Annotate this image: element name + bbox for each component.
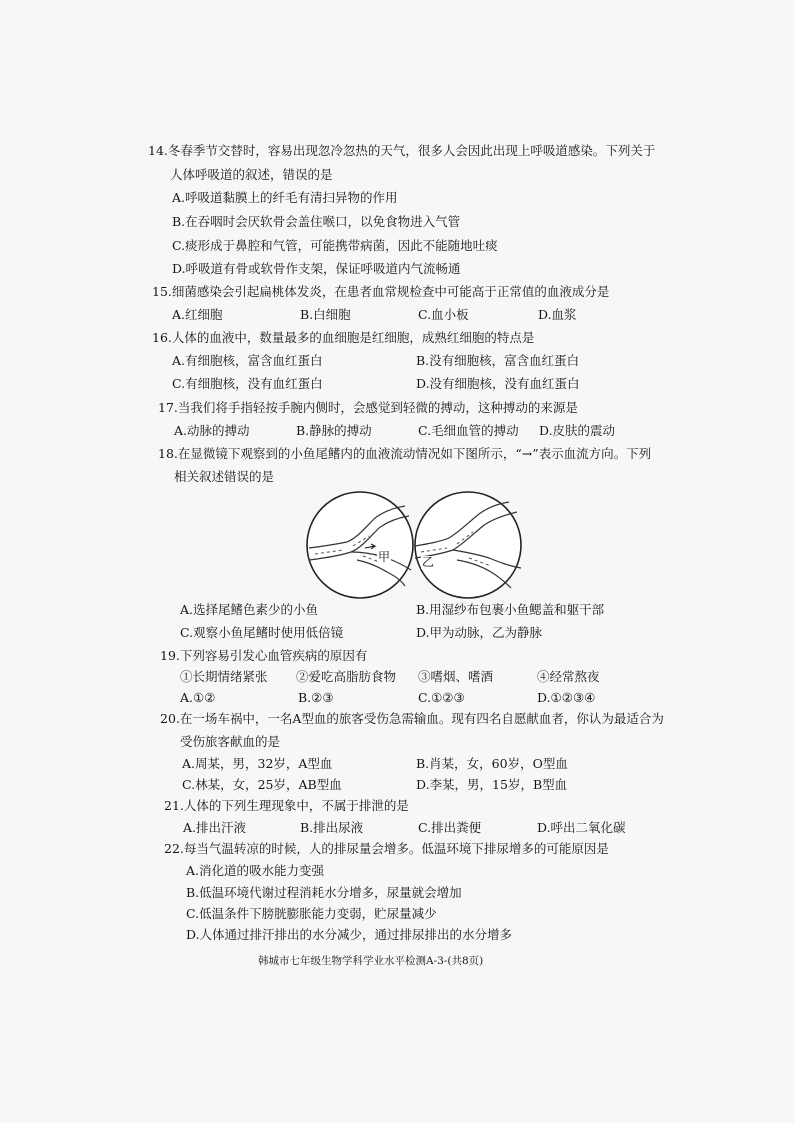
q18-stem-line2: 相关叙述错误的是 xyxy=(174,469,275,484)
q14-stem-line2: 人体呼吸道的叙述，错误的是 xyxy=(170,167,333,182)
q22-option-a: A.消化道的吸水能力变强 xyxy=(186,863,325,878)
figure-vessel-jia xyxy=(305,490,415,600)
q19-option-b: B.②③ xyxy=(298,690,334,705)
q16-option-c: C.有细胞核，没有血红蛋白 xyxy=(172,376,323,391)
q14-option-c: C.痰形成于鼻腔和气管，可能携带病菌，因此不能随地吐痰 xyxy=(172,238,498,253)
q21-option-b: B.排出尿液 xyxy=(300,820,364,835)
q17-option-d: D.皮肤的震动 xyxy=(539,423,616,438)
page-footer: 韩城市七年级生物学科学业水平检测A-3-(共8页) xyxy=(258,955,484,967)
q22-option-b: B.低温环境代谢过程消耗水分增多，尿量就会增加 xyxy=(186,885,462,900)
q19-item-3: ③嗜烟、嗜酒 xyxy=(418,669,494,684)
q19-item-1: ①长期情绪紧张 xyxy=(180,669,268,684)
figure-vessel-yi xyxy=(413,490,523,600)
q14-stem-line1: 14.冬春季节交替时，容易出现忽冷忽热的天气，很多人会因此出现上呼吸道感染。下列关于 xyxy=(148,143,656,158)
q15-option-c: C.血小板 xyxy=(418,307,469,322)
q19-option-c: C.①②③ xyxy=(418,690,465,705)
q15-option-b: B.白细胞 xyxy=(300,307,351,322)
q20-option-a: A.周某，男，32岁，A型血 xyxy=(182,756,333,771)
q19-item-2: ②爱吃高脂肪食物 xyxy=(296,669,397,684)
q20-stem-line1: 20.在一场车祸中，一名A型血的旅客受伤急需输血。现有四名自愿献血者，你认为最适合为 xyxy=(160,711,664,726)
q17-option-b: B.静脉的搏动 xyxy=(296,423,372,438)
q15-option-d: D.血浆 xyxy=(538,307,577,322)
q17-option-c: C.毛细血管的搏动 xyxy=(418,423,519,438)
q17-stem: 17.当我们将手指轻按手腕内侧时，会感觉到轻微的搏动，这种搏动的来源是 xyxy=(158,400,578,415)
figure-label-yi: 乙 xyxy=(422,555,435,569)
q20-option-c: C.林某，女，25岁，AB型血 xyxy=(182,777,342,792)
q18-option-a: A.选择尾鳍色素少的小鱼 xyxy=(180,602,319,617)
q22-option-d: D.人体通过排汗排出的水分减少，通过排尿排出的水分增多 xyxy=(186,927,513,942)
q18-option-c: C.观察小鱼尾鳍时使用低倍镜 xyxy=(180,625,344,640)
q16-option-a: A.有细胞核，富含血红蛋白 xyxy=(172,353,323,368)
q20-stem-line2: 受伤旅客献血的是 xyxy=(180,734,281,749)
q14-option-b: B.在吞咽时会厌软骨会盖住喉口，以免食物进入气管 xyxy=(172,214,461,229)
q18-option-d: D.甲为动脉，乙为静脉 xyxy=(416,625,543,640)
q22-option-c: C.低温条件下膀胱膨胀能力变弱，贮尿量减少 xyxy=(186,906,437,921)
q19-option-a: A.①② xyxy=(180,690,216,705)
q15-stem: 15.细菌感染会引起扁桃体发炎，在患者血常规检查中可能高于正常值的血液成分是 xyxy=(152,284,610,299)
q16-option-d: D.没有细胞核，没有血红蛋白 xyxy=(416,376,580,391)
vessel-diagram-jia xyxy=(305,490,415,600)
q16-option-b: B.没有细胞核，富含血红蛋白 xyxy=(416,353,580,368)
q18-stem-line1: 18.在显微镜下观察到的小鱼尾鳍内的血液流动情况如下图所示，“→”表示血流方向。下列 xyxy=(158,446,652,461)
q19-option-d: D.①②③④ xyxy=(537,690,596,705)
vessel-diagram-yi xyxy=(413,490,523,600)
q18-option-b: B.用湿纱布包裹小鱼鳃盖和躯干部 xyxy=(416,602,605,617)
q19-stem: 19.下列容易引发心血管疾病的原因有 xyxy=(160,648,368,663)
q14-option-a: A.呼吸道黏膜上的纤毛有清扫异物的作用 xyxy=(172,190,398,205)
q20-option-b: B.肖某，女，60岁，O型血 xyxy=(416,756,568,771)
q17-option-a: A.动脉的搏动 xyxy=(174,423,250,438)
q21-stem: 21.人体的下列生理现象中，不属于排泄的是 xyxy=(164,798,409,813)
q19-item-4: ④经常熬夜 xyxy=(537,669,600,684)
q21-option-c: C.排出粪便 xyxy=(418,820,482,835)
q22-stem: 22.每当气温转凉的时候，人的排尿量会增多。低温环境下排尿增多的可能原因是 xyxy=(164,841,609,856)
q14-option-d: D.呼吸道有骨或软骨作支架，保证呼吸道内气流畅通 xyxy=(172,261,461,276)
figure-label-jia: 甲 xyxy=(378,550,391,564)
q16-stem: 16.人体的血液中，数量最多的血细胞是红细胞，成熟红细胞的特点是 xyxy=(152,330,535,345)
q15-option-a: A.红细胞 xyxy=(172,307,223,322)
q21-option-d: D.呼出二氧化碳 xyxy=(537,820,626,835)
q20-option-d: D.李某，男，15岁，B型血 xyxy=(416,777,568,792)
q21-option-a: A.排出汗液 xyxy=(183,820,247,835)
